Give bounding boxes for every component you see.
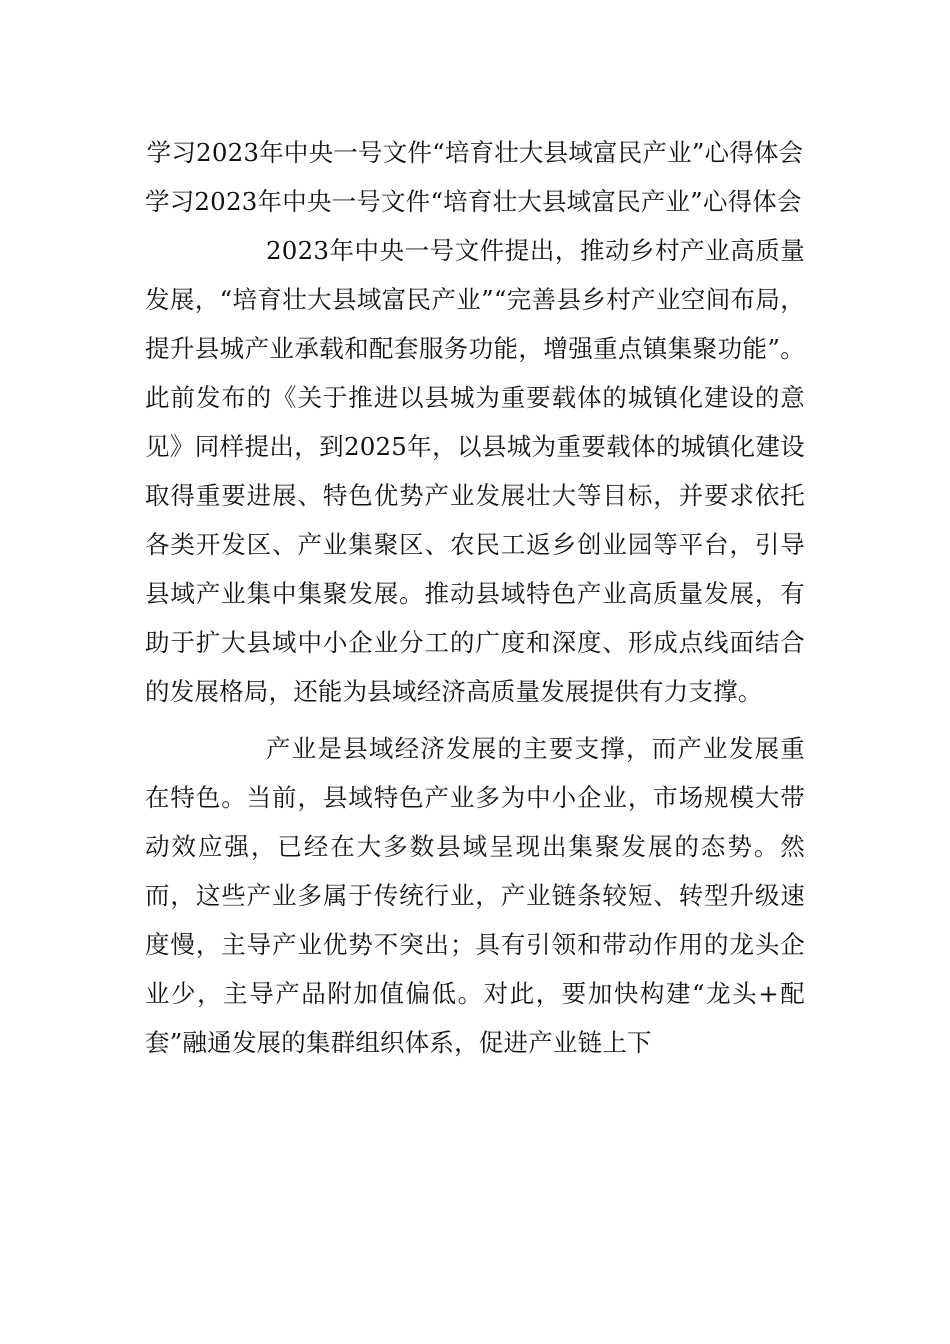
body-paragraph-2: 产业是县域经济发展的主要支撑，而产业发展重在特色。当前，县域特色产业多为中小企业，市场规模大带动效应强，已经在大多数县域呈现出集聚发展的态势。然而，这些产业多属于传统行业，产业链条较短、转型升级速度慢，主导产业优势不突出；具有引领和带动作用的龙头企业少，主导产品附加值偏低。对此，要加快构建“龙头+配套”融通发展的集群组织体系，促进产业链上下	[145, 734, 805, 1057]
body-paragraph-1: 2023年中央一号文件提出，推动乡村产业高质量发展，“培育壮大县域富民产业”“完善县乡村产业空间布局，提升县城产业承载和配套服务功能，增强重点镇集聚功能”。此前发布的《关于推进以县城为重要载体的城镇化建设的意见》同样提出，到2025年，以县城为重要载体的城镇化建设取得重要进展、特色优势产业发展壮大等目标，并要求依托各类开发区、产业集聚区、农民工返乡创业园等平台，引导县域产业集中集聚发展。推动县域特色产业高质量发展，有助于扩大县域中小企业分工的广度和深度、形成点线面结合的发展格局，还能为县域经济高质量发展提供有力支撑。	[145, 236, 805, 706]
document-title: 学习2023年中央一号文件“培育壮大县域富民产业”心得体会	[146, 138, 804, 167]
document-page	[145, 128, 805, 1067]
document-subtitle: 学习2023年中央一号文件“培育壮大县域富民产业”心得体会	[145, 187, 802, 216]
